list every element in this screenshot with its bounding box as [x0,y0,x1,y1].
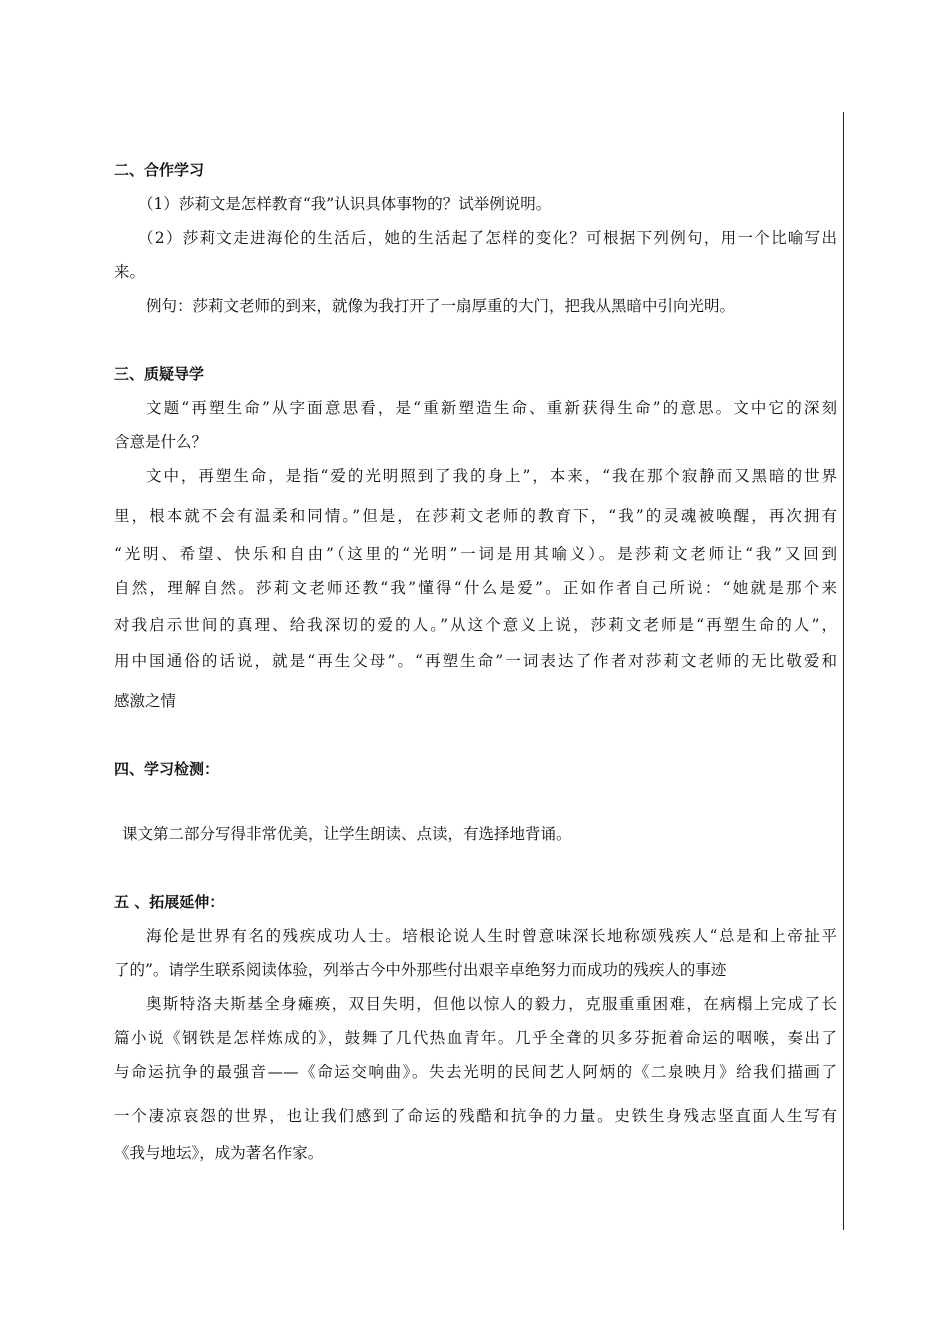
section3-answer-line: 文中，再塑生命，是指“爱的光明照到了我的身上”，本来，“我在那个寂静而又黑暗的世界 [146,467,837,485]
section3-answer-line: 感激之情 [114,692,177,710]
section5-heading: 五 、拓展延伸： [114,893,225,911]
page-border-line [843,112,844,1230]
section2-question-2-line-2: 来。 [114,263,146,281]
section5-example-line: 一个凄凉哀怨的世界，也让我们感到了命运的残酷和抗争的力量。史铁生身残志坚直面人生写有 [114,1107,837,1125]
section3-heading: 三、质疑导学 [114,365,205,383]
section3-answer-line: 对我启示世间的真理、给我深切的爱的人。”从这个意义上说，莎莉文老师是“再塑生命的人”， [114,616,837,634]
section2-example-sentence: 例句：莎莉文老师的到来，就像为我打开了一扇厚重的大门，把我从黑暗中引向光明。 [146,297,736,315]
section3-answer-line: 里，根本就不会有温柔和同情。”但是，在莎莉文老师的教育下，“我”的灵魂被唤醒，再次拥有 [114,507,837,525]
section3-answer-line: 用中国通俗的话说，就是“再生父母”。“再塑生命”一词表达了作者对莎莉文老师的无比敬爱和 [114,652,837,670]
section5-intro-line-1: 海伦是世界有名的残疾成功人士。培根论说人生时曾意味深长地称颂残疾人“总是和上帝扯平 [146,927,837,945]
section5-example-line: 篇小说《钢铁是怎样炼成的》，鼓舞了几代热血青年。几乎全聋的贝多芬扼着命运的咽喉，奏出了 [114,1029,837,1047]
section4-text: 课文第二部分写得非常优美，让学生朗读、点读，有选择地背诵。 [122,825,572,843]
section2-question-2-line-1: （2）莎莉文走进海伦的生活后，她的生活起了怎样的变化？可根据下列例句，用一个比喻写出 [138,229,837,247]
section2-question-1: （1）莎莉文是怎样教育“我”认识具体事物的？试举例说明。 [138,195,552,213]
section4-heading: 四、学习检测： [114,760,220,778]
section3-question-line-2: 含意是什么？ [114,433,208,451]
section5-intro-line-2: 了的”。请学生联系阅读体验，列举古今中外那些付出艰辛卓绝努力而成功的残疾人的事迹 [114,961,727,979]
section3-answer-line: “光明、希望、快乐和自由”（这里的“光明”一词是用其喻义）。是莎莉文老师让“我”又回到 [114,545,837,563]
section5-example-line: 《我与地坛》，成为著名作家。 [114,1144,324,1162]
section5-example-line: 奥斯特洛夫斯基全身瘫痪，双目失明，但他以惊人的毅力，克服重重困难，在病榻上完成了长 [146,995,837,1013]
section2-heading: 二、合作学习 [114,161,205,179]
section5-example-line: 与命运抗争的最强音——《命运交响曲》。失去光明的民间艺人阿炳的《二泉映月》给我们描画了 [114,1063,837,1081]
section3-answer-line: 自然，理解自然。莎莉文老师还教“我”懂得“什么是爱”。正如作者自己所说：“她就是那个来 [114,579,837,597]
section3-question-line-1: 文题“再塑生命”从字面意思看，是“重新塑造生命、重新获得生命”的意思。文中它的深刻 [146,399,837,417]
